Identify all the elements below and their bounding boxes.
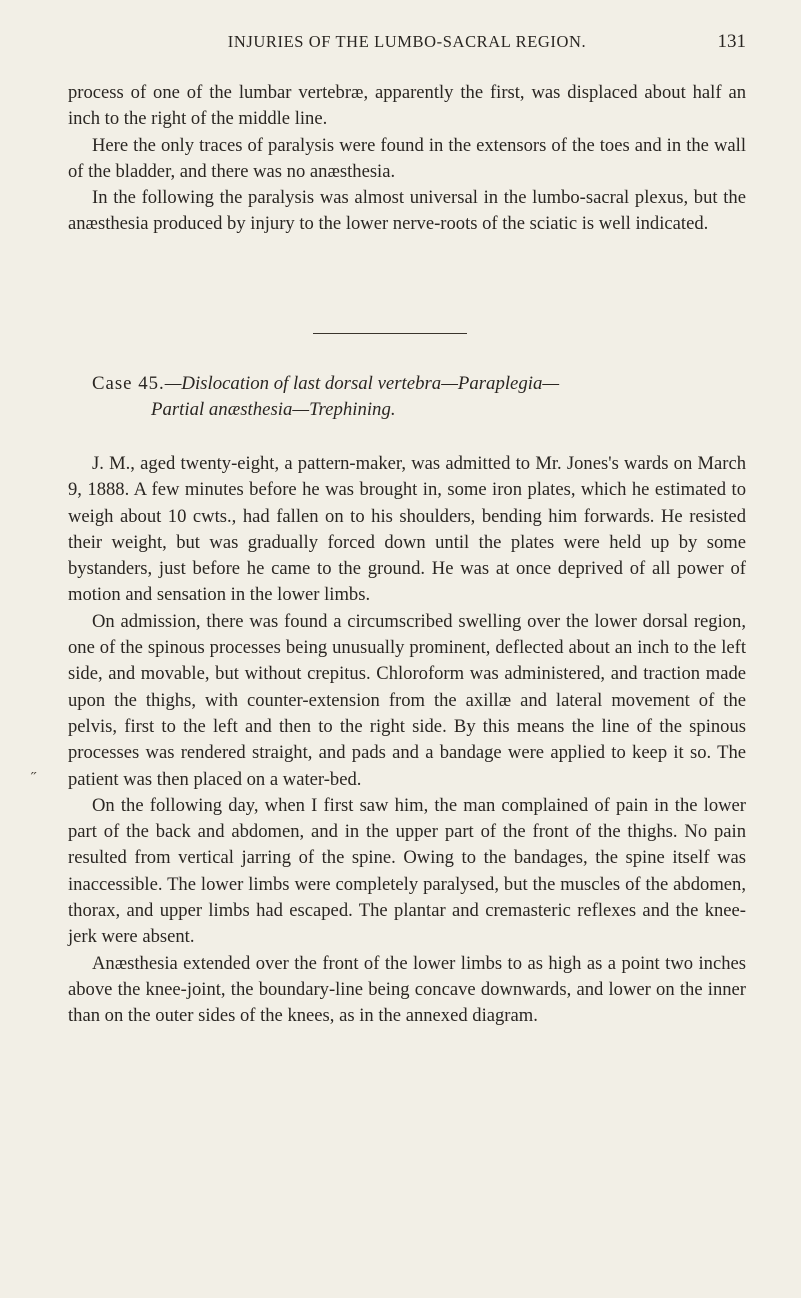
intro-paragraph-3: In the following the paralysis was almost universal in the lumbo-sacral plexus, but the anæsthesia produced by injury to the lower nerve-roots of the sciatic is well indicated. [68,187,746,235]
case-title-line-1: —Dislocation of last dorsal vertebra—Paraplegia— [164,373,560,394]
case-heading [92,371,746,423]
intro-paragraph-1: process of one of the lumbar vertebræ, apparently the first, was displaced about half an inch to the right of the middle line. [68,82,746,130]
case-paragraph-3: On the following day, when I first saw him, the man complained of pain in the lower part of the back and abdomen, and in the upper part of the front of the thighs. No pain resulted from vertical jarring of the spine. Owing to the bandages, the spine itself was inaccessible. The lower limbs were completely paralysed, but the muscles of the abdomen, thorax, and upper limbs had escaped. The plantar and cremasteric reflexes and the knee-jerk were absent. [68,794,746,948]
case-paragraph-4: Anæsthesia extended over the front of the lower limbs to as high as a point two inches above the knee-joint, the boundary-line being concave downwards, and lower on the inner than on the outer sides of the knees, as in the annexed diagram. [68,952,746,1027]
running-head [68,30,746,56]
case-body-text [68,451,746,1030]
case-paragraph-1: J. M., aged twenty-eight, a pattern-maker, was admitted to Mr. Jones's wards on March 9, 1888. A few minutes before he was brought in, some iron plates, which he estimated to weigh about 10 cwts., had fallen on to his shoulders, bending him forwards. He resisted their weight, but was gradually forced down until the plates were held up by some bystanders, just before he came to the ground. He was at once deprived of all power of motion and sensation in the lower limbs. [68,453,746,606]
margin-mark: ˝ [31,770,37,787]
case-title-line-2: Partial anæsthesia—Trephining. [151,399,396,420]
case-label: Case 45. [92,373,165,394]
intro-text [68,80,746,238]
case-paragraph-2: On admission, there was found a circumscribed swelling over the lower dorsal region, one of the spinous processes being unusually prominent, deflected about an inch to the left side, and movable, but without crepitus. Chloroform was administered, and traction made upon the thighs, with counter-extension from the axillæ and lateral movement of the pelvis, first to the left and then to the right side. By this means the line of the spinous processes was rendered straight, and pads and a bandage were applied to keep it so. The patient was then placed on a water-bed. [68,610,746,790]
intro-paragraph-2: Here the only traces of paralysis were found in the extensors of the toes and in the wall of the bladder, and there was no anæsthesia. [68,134,746,182]
page-number: 131 [717,31,746,52]
section-divider [313,333,467,334]
running-title: INJURIES OF THE LUMBO-SACRAL REGION. [227,32,587,51]
